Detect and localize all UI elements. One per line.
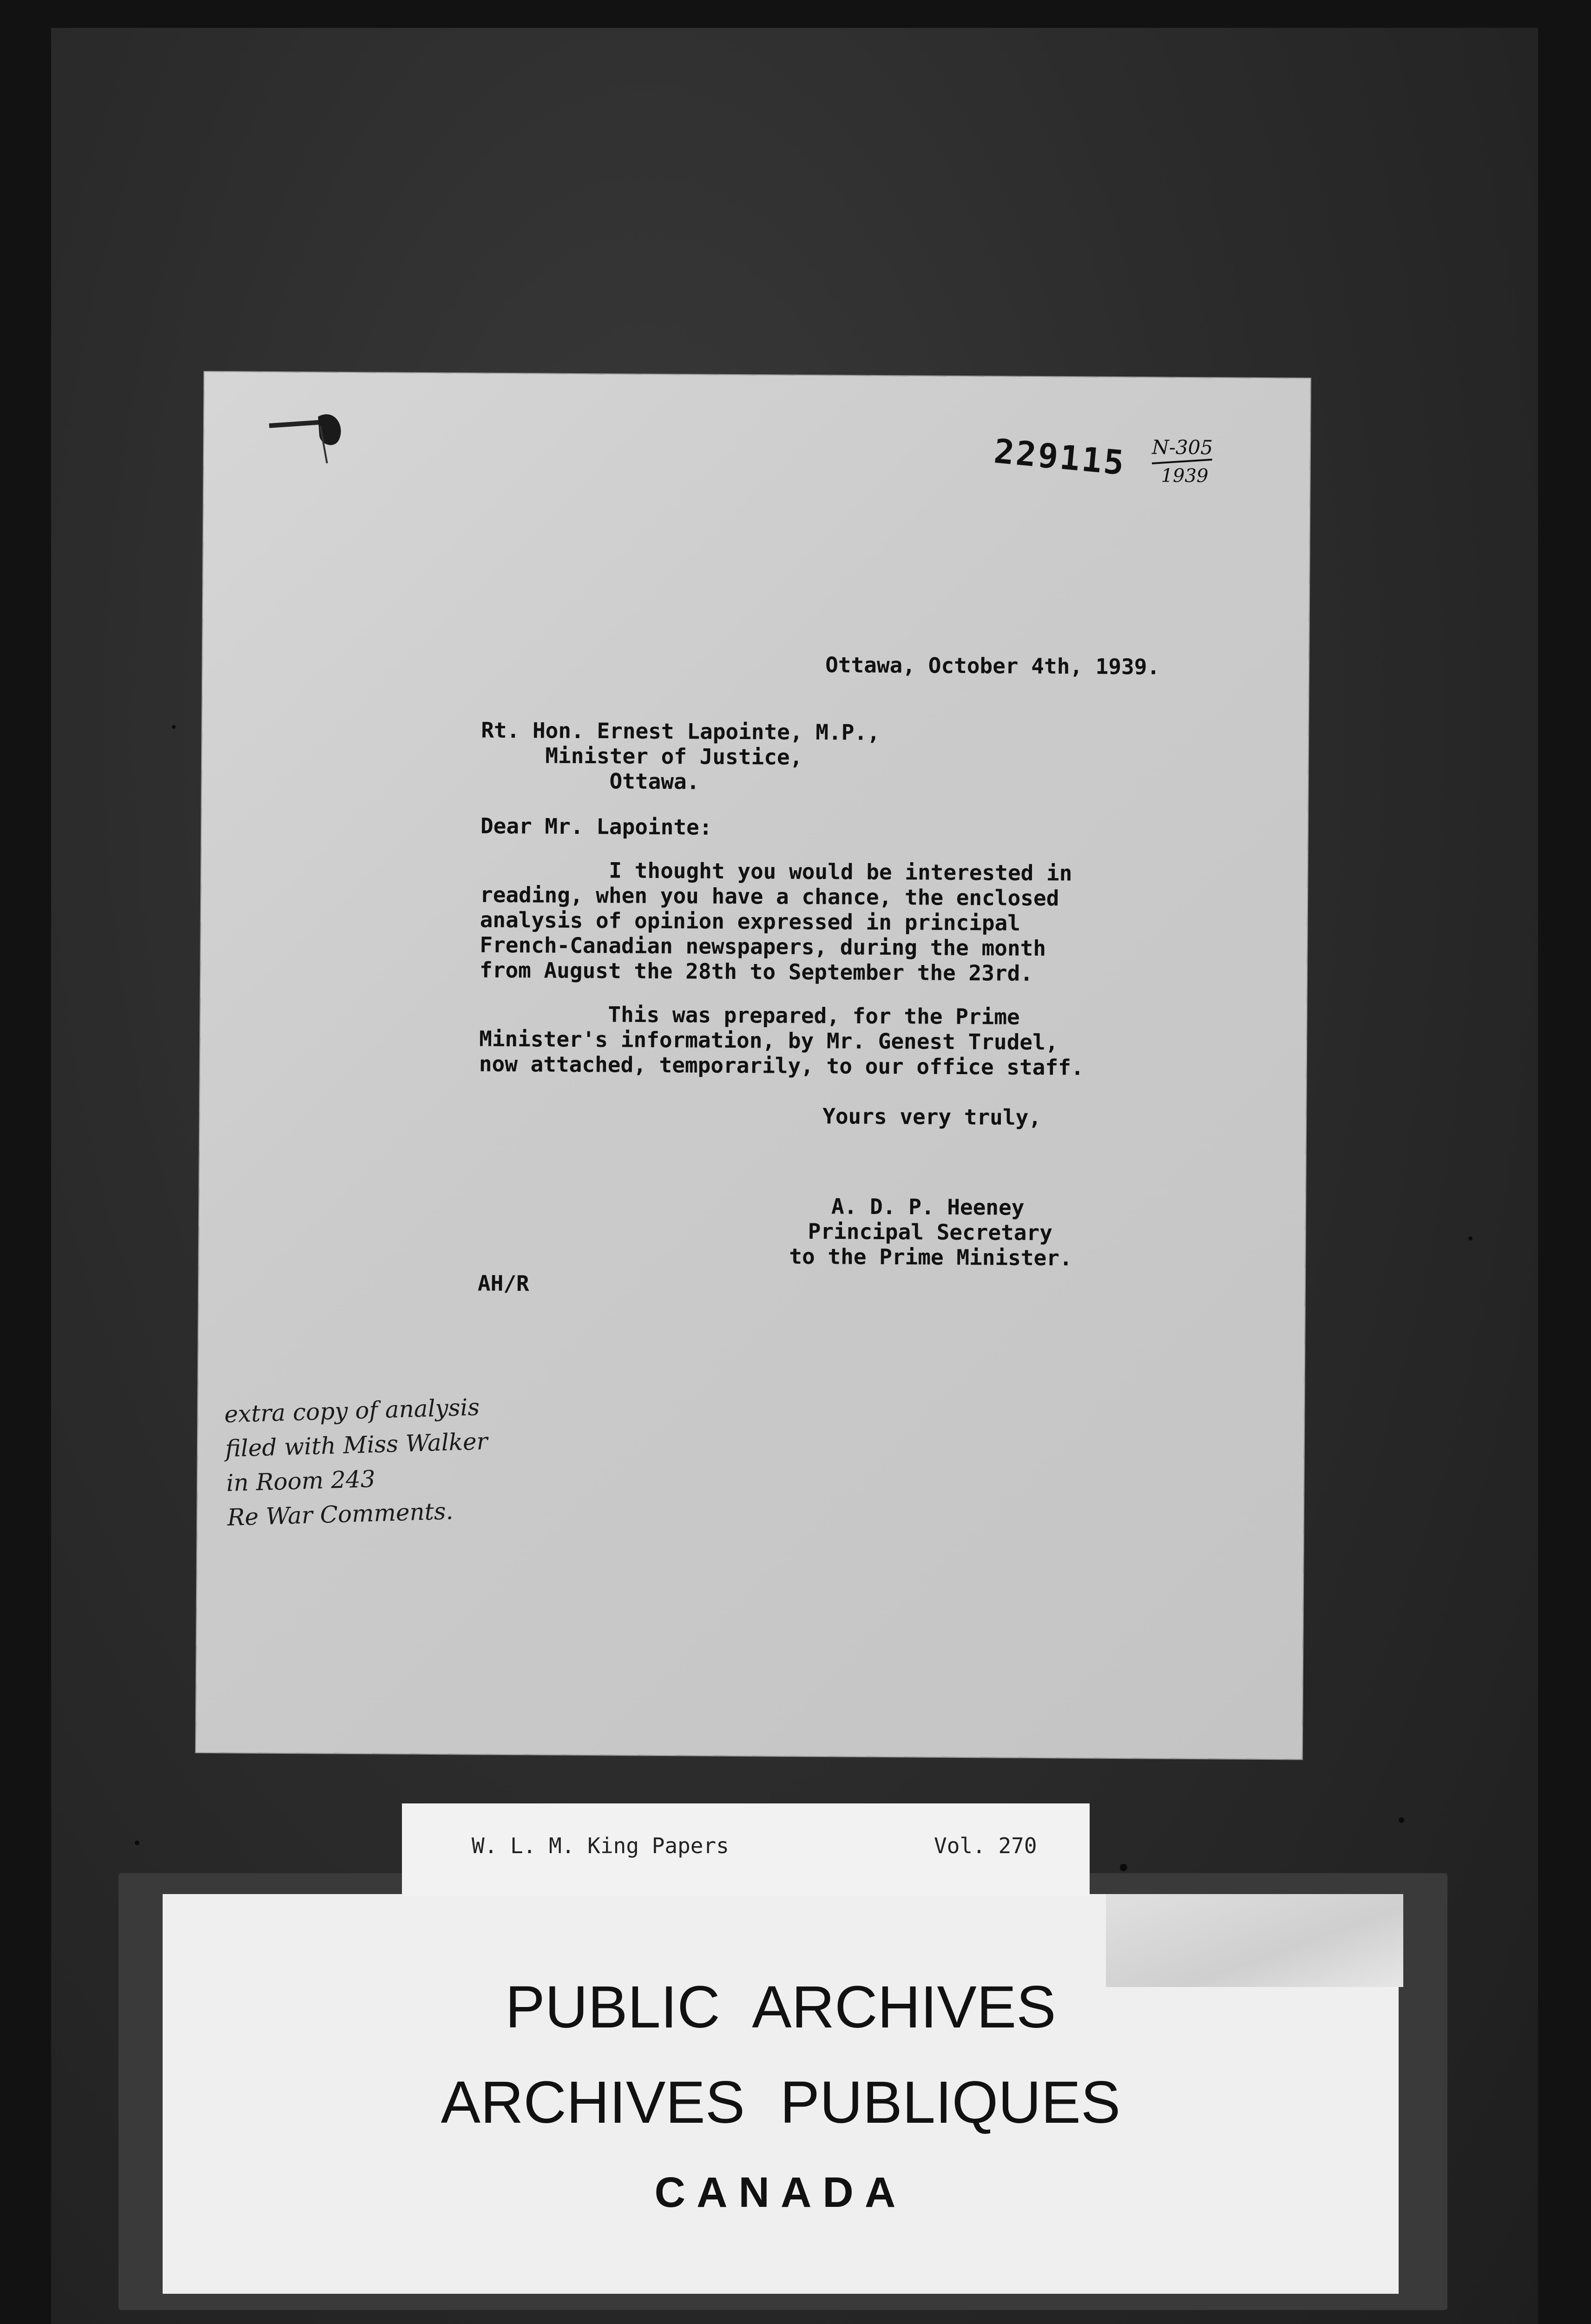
- body-line: Minister's information, by Mr. Genest Trudel,: [479, 1026, 1058, 1055]
- archive-stamp-holder: [118, 1873, 1447, 2310]
- salutation: Dear Mr. Lapointe:: [480, 813, 712, 840]
- volume-number: Vol. 270: [934, 1833, 1037, 1858]
- body-line: This was prepared, for the Prime: [479, 1001, 1020, 1030]
- closing: Yours very truly,: [822, 1103, 1042, 1130]
- document-number: 229115: [992, 431, 1128, 483]
- stamp-line-french: ARCHIVES PUBLIQUES: [440, 2069, 1121, 2136]
- body-line: I thought you would be interested in: [480, 857, 1072, 886]
- reference-number: N-305: [1151, 436, 1213, 459]
- recipient-address-line: Ottawa.: [480, 767, 700, 794]
- reference-fraction-bar: [1152, 459, 1212, 464]
- stamp-line-country: CANADA: [654, 2169, 907, 2216]
- signature-title: Principal Secretary: [808, 1218, 1053, 1246]
- typist-initials: AH/R: [477, 1270, 529, 1296]
- body-line: French-Canadian newspapers, during the month: [480, 932, 1046, 961]
- body-line: from August the 28th to September the 23rd.: [479, 957, 1033, 986]
- body-line: now attached, temporarily, to our office staff.: [479, 1051, 1084, 1080]
- staple-mark: [264, 398, 348, 468]
- handwritten-line: filed with Miss Walker: [224, 1427, 488, 1463]
- signature-name: A. D. P. Heeney: [831, 1194, 1025, 1220]
- typed-letter: [196, 372, 1310, 1759]
- letter-date: Ottawa, October 4th, 1939.: [825, 652, 1160, 680]
- body-line: reading, when you have a chance, the enclosed: [480, 882, 1059, 911]
- archive-stamp-card: [163, 1894, 1399, 2294]
- collection-name: W. L. M. King Papers: [472, 1833, 729, 1858]
- handwritten-line: in Room 243: [226, 1465, 376, 1497]
- reference-year: 1939: [1161, 465, 1209, 487]
- signature-title: to the Prime Minister.: [789, 1243, 1072, 1271]
- stamp-line-english: PUBLIC ARCHIVES: [505, 1974, 1056, 2040]
- body-line: analysis of opinion expressed in principal: [480, 907, 1021, 936]
- handwritten-line: Re War Comments.: [227, 1497, 454, 1531]
- recipient-address-line: Minister of Justice,: [480, 742, 803, 770]
- handwritten-line: extra copy of analysis: [224, 1393, 480, 1428]
- reference-label: [402, 1803, 1090, 1896]
- handwritten-note: [224, 1385, 646, 1535]
- recipient-address-line: Rt. Hon. Ernest Lapointe, M.P.,: [481, 717, 880, 745]
